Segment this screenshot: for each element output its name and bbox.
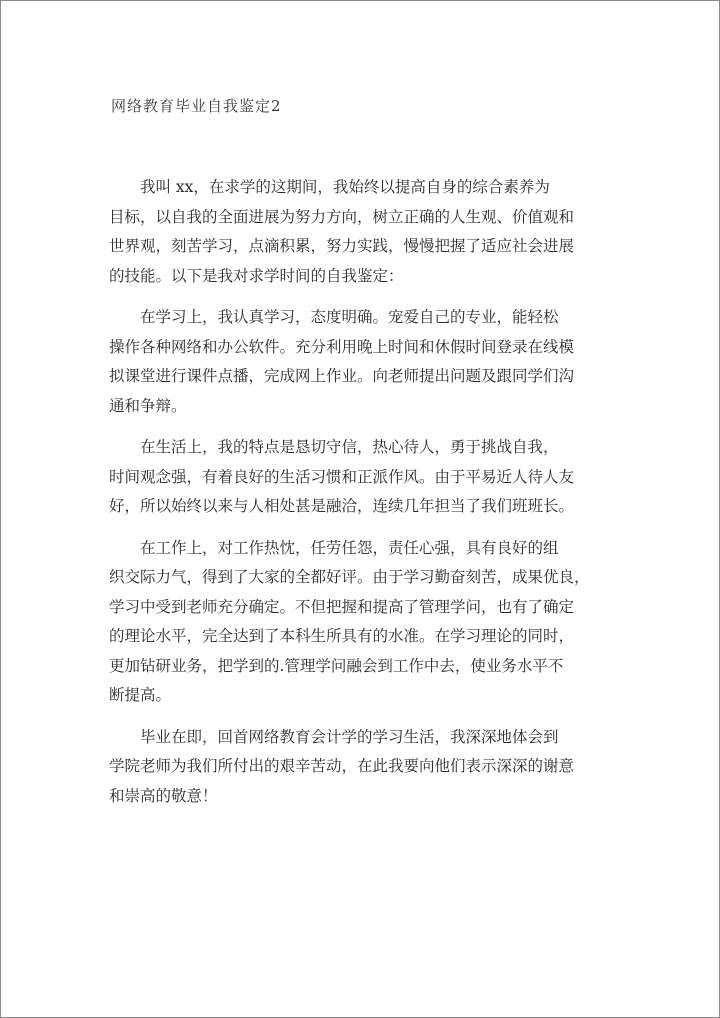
paragraph-intro xyxy=(109,173,614,291)
paragraph-line: 在工作上，对工作热忱，任劳任怨，责任心强，具有良好的组 xyxy=(140,538,559,557)
paragraph-conclusion xyxy=(109,723,614,812)
paragraph-line: 在生活上，我的特点是恳切守信，热心待人，勇于挑战自我， xyxy=(140,438,559,456)
paragraph-line: 的理论水平，完全达到了本科生所具有的水准。在学习理论的同时， xyxy=(109,627,575,645)
paragraph-study xyxy=(109,303,614,421)
paragraph-work xyxy=(109,534,614,711)
paragraph-line: 学习中受到老师充分确定。不但把握和提高了管理学问，也有了确定 xyxy=(109,597,575,616)
paragraph-life xyxy=(109,433,614,522)
document-title: 网络教育毕业自我鉴定2 xyxy=(111,97,282,115)
paragraph-line: 在学习上，我认真学习，态度明确。宠爱自己的专业，能轻松 xyxy=(140,308,559,326)
paragraph-line: 世界观，刻苦学习，点滴积累，努力实践，慢慢把握了适应社会进展 xyxy=(109,237,575,255)
paragraph-line: 时间观念强，有着良好的生活习惯和正派作风。由于平易近人待人友 xyxy=(109,467,575,486)
paragraph-line: 拟课堂进行课件点播，完成网上作业。向老师提出问题及跟同学们沟 xyxy=(109,367,575,385)
paragraph-line: 毕业在即，回首网络教育会计学的学习生活，我深深地体会到 xyxy=(140,727,559,746)
paragraph-line: 织交际力气，得到了大家的全都好评。由于学习勤奋刻苦，成果优良， xyxy=(109,568,590,586)
paragraph-line: 学院老师为我们所付出的艰辛苦动，在此我要向他们表示深深的谢意 xyxy=(109,757,575,775)
paragraph-line: 更加钻研业务，把学到的.管理学问融会到工作中去，使业务水平不 xyxy=(109,656,564,675)
document-body xyxy=(109,173,614,823)
paragraph-line: 的技能。以下是我对求学时间的自我鉴定： xyxy=(109,266,404,285)
paragraph-line: 操作各种网络和办公软件。充分利用晚上时间和休假时间登录在线模 xyxy=(109,337,575,356)
paragraph-line: 通和争辩。 xyxy=(109,396,187,415)
paragraph-line: 目标，以自我的全面进展为努力方向，树立正确的人生观、价值观和 xyxy=(109,207,575,226)
paragraph-line: 和崇高的敬意！ xyxy=(109,786,218,805)
paragraph-line: 我叫 xx，在求学的这期间，我始终以提高自身的综合素养为 xyxy=(140,178,550,196)
paragraph-line: 断提高。 xyxy=(109,686,172,704)
paragraph-line: 好，所以始终以来与人相处甚是融洽，连续几年担当了我们班班长。 xyxy=(109,497,575,515)
